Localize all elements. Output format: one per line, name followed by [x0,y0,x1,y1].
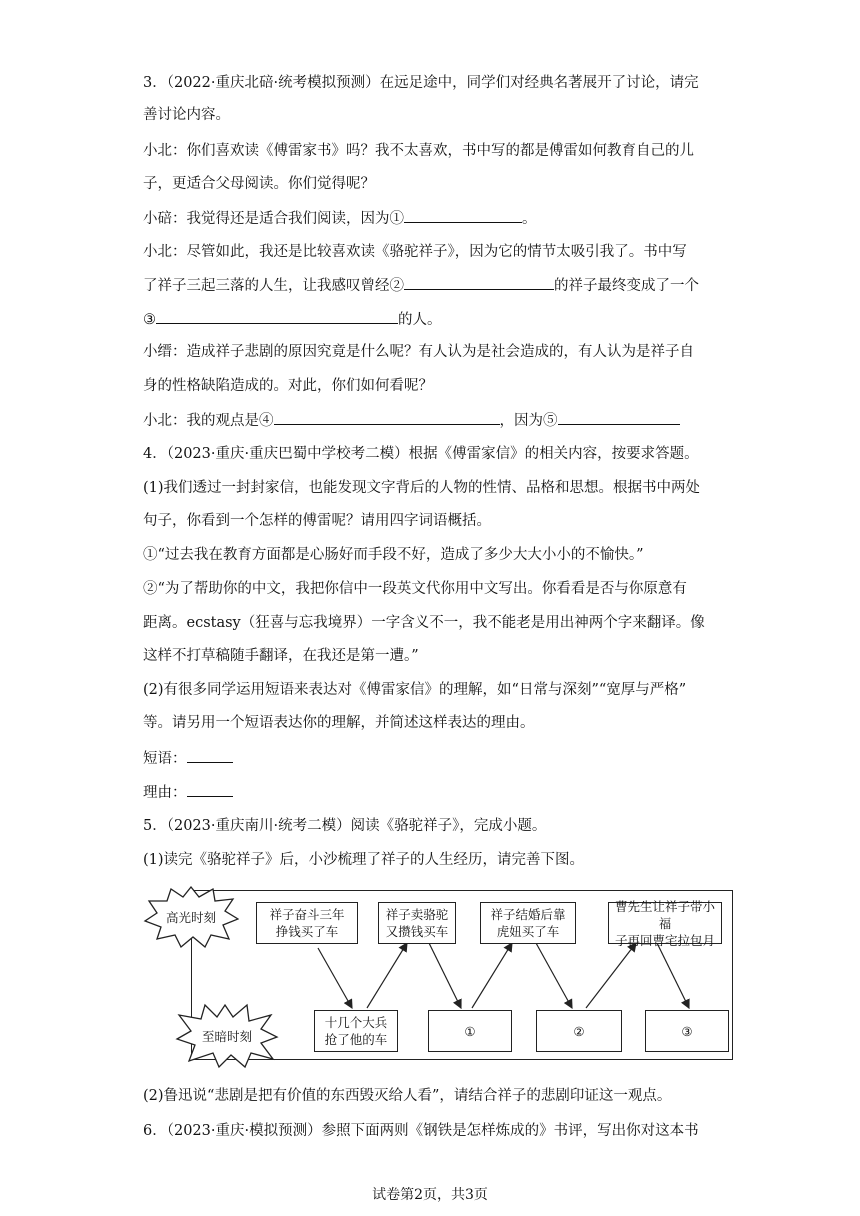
arrow-down-1 [318,948,352,1008]
q4-line: 4．（2023·重庆·重庆巴蜀中学校考二模）根据《傅雷家信》的相关内容，按要求答题。 [143,446,699,462]
q3-text: 小碚：我觉得还是适合我们阅读，因为① [143,211,404,227]
q3-text: 的人。 [398,312,442,328]
q3-line [143,410,680,431]
q4-line: 距离。ecstasy（狂喜与忘我境界）一字含义不一，我不能老是用出神两个字来翻译。像 [143,615,705,631]
q3-line: 小缙：造成祥子悲剧的原因究竟是什么呢？有人认为是社会造成的，有人认为是祥子自 [143,344,694,360]
q5-line: (1)读完《骆驼祥子》后，小沙梳理了祥子的人生经历，请完善下图。 [143,852,585,868]
reason-blank[interactable] [187,782,233,797]
arrow-up-2 [472,943,512,1008]
box-text: 挣钱买了车 [275,924,339,939]
answer-blank-4[interactable] [274,410,500,425]
box-text: 又攒钱买车 [385,924,449,939]
low-moment-label: 至暗时刻 [201,1029,252,1044]
top-box-1 [256,902,358,944]
arrow-up-1 [367,943,407,1008]
bottom-box-3[interactable] [536,1010,622,1052]
arrow-down-4 [657,943,689,1008]
bottom-box-4[interactable] [645,1010,729,1052]
highlight-burst [143,885,239,949]
q3-text: ，因为⑤ [499,413,558,429]
q3-line: 3．（2022·重庆北碚·统考模拟预测）在远足途中，同学们对经典名著展开了讨论，请完 [143,75,699,91]
q3-text: 。 [522,211,537,227]
reason-label: 理由： [143,785,187,801]
phrase-label: 短语： [143,751,187,767]
q4-line: ②“为了帮助你的中文，我把你信中一段英文代你用中文写出。你看看是否与你原意有 [143,581,687,597]
box-text: ③ [681,1023,693,1039]
lowlight-burst [175,1003,279,1069]
q5-line: (2)鲁迅说“悲剧是把有价值的东西毁灭给人看”，请结合祥子的悲剧印证这一观点。 [143,1088,672,1104]
box-text: 曹先生让祥子带小福 [614,898,715,931]
q3-text: ③ [143,312,156,328]
top-box-2 [378,902,456,944]
q4-line: 句子，你看到一个怎样的傅雷呢？请用四字词语概括。 [143,513,491,529]
q3-line [143,208,537,229]
arrow-down-3 [536,943,572,1008]
q4-line: 等。请另用一个短语表达你的理解，并简述这样表达的理由。 [143,715,535,731]
q3-text: 的祥子最终变成了一个 [554,278,699,294]
q3-line [143,275,699,296]
q4-line: ①“过去我在教育方面都是心肠好而手段不好，造成了多少大大小小的不愉快。” [143,547,644,563]
q3-line: 小北：你们喜欢读《傅雷家书》吗？我不太喜欢，书中写的都是傅雷如何教育自己的儿 [143,143,694,159]
life-experience-diagram [143,885,743,1070]
box-text: 虎妞买了车 [496,924,560,939]
top-box-4 [608,898,722,948]
q3-line: 身的性格缺陷造成的。对此，你们如何看呢？ [143,378,433,394]
q3-text: 小北：我的观点是④ [143,413,274,429]
q5-line: 5．（2023·重庆南川·统考二模）阅读《骆驼祥子》，完成小题。 [143,818,547,834]
box-text: 十几个大兵 [324,1015,388,1030]
box-text: 抢了他的车 [324,1032,388,1047]
q4-line: 这样不打草稿随手翻译，在我还是第一遭。” [143,648,419,664]
q3-text: 了祥子三起三落的人生，让我感叹曾经② [143,278,404,294]
answer-blank-5[interactable] [558,410,680,425]
answer-blank-2[interactable] [404,275,554,290]
page-footer: 试卷第2页，共3页 [372,1187,488,1203]
q3-line [143,309,442,330]
arrow-up-3 [586,943,636,1008]
box-text: 祥子奋斗三年 [269,907,345,922]
bottom-box-2[interactable] [428,1010,512,1052]
q4-line: (1)我们透过一封封家信，也能发现文字背后的人物的性情、品格和思想。根据书中两处 [143,480,701,496]
phrase-blank[interactable] [187,748,233,763]
box-text: 子再回曹宅拉包月 [614,932,715,948]
q4-line: (2)有很多同学运用短语来表达对《傅雷家信》的理解，如“日常与深刻”“宽厚与严格” [143,682,687,698]
box-text: ② [573,1023,585,1039]
q4-line [143,782,233,803]
top-box-3 [480,902,576,944]
answer-blank-3[interactable] [156,309,398,324]
bottom-box-1 [314,1010,398,1052]
answer-blank-1[interactable] [404,208,522,223]
box-text: 祥子结婚后靠 [490,907,566,922]
q3-line: 善讨论内容。 [143,107,230,123]
high-moment-label: 高光时刻 [165,910,216,925]
q4-line [143,748,233,769]
q3-line: 小北：尽管如此，我还是比较喜欢读《骆驼祥子》，因为它的情节太吸引我了。书中写 [143,244,687,260]
q3-line: 子，更适合父母阅读。你们觉得呢？ [143,176,375,192]
arrow-down-2 [429,943,461,1008]
box-text: 祥子卖骆驼 [385,907,449,922]
q6-line: 6．（2023·重庆·模拟预测）参照下面两则《钢铁是怎样炼成的》书评，写出你对这本书 [143,1123,699,1139]
box-text: ① [464,1023,476,1039]
